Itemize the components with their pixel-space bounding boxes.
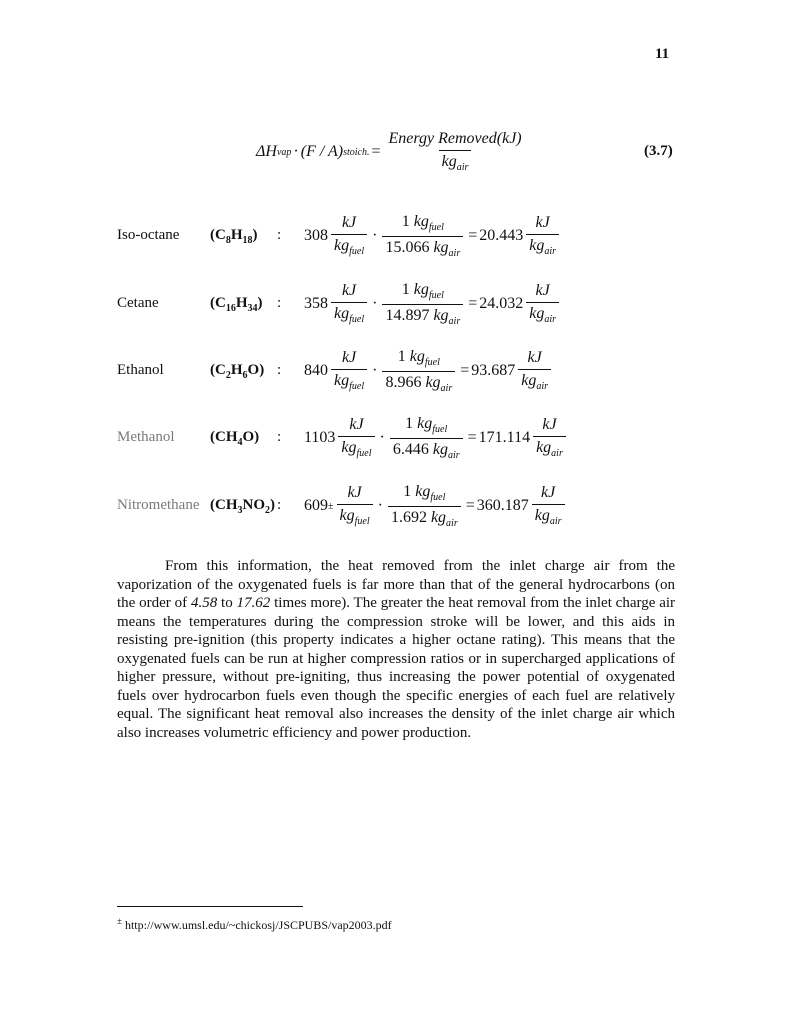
fuel-name: Iso-octane bbox=[117, 227, 180, 243]
energy-removed-numerator: Energy Removed(kJ) bbox=[388, 130, 522, 148]
unit-kj: kJ bbox=[341, 214, 357, 232]
fuel-formula-text: $C_2H_6O$ bbox=[215, 362, 260, 381]
vaporization-heat: 609 bbox=[304, 497, 328, 514]
unit-kg: kg bbox=[341, 439, 357, 457]
main-equation: ΔH vap · (F / A) stoich. = $\frac{\text{Energy Removed(kJ)}}{kg_{air}}$ bbox=[256, 128, 528, 176]
fuel-formula-text: $C_8H_{18}$ bbox=[215, 227, 253, 246]
unit-kg: kg bbox=[334, 305, 350, 323]
unit-kj: kJ bbox=[542, 416, 557, 434]
kj-per-kg-air-fraction bbox=[526, 282, 559, 325]
paragraph-part-1: From this information, the heat removed from the inlet charge air from the vaporization of the oxygenated fuels is far more than that of the general hydrocarbons (on the order of bbox=[117, 558, 675, 611]
unit-kj: kJ bbox=[527, 349, 542, 367]
unit-air-sub: air bbox=[448, 315, 461, 327]
fuel-colon: : bbox=[277, 227, 282, 243]
unit-fuel-sub: fuel bbox=[432, 424, 448, 436]
delta-h-subscript: vap bbox=[276, 146, 292, 158]
air-fuel-ratio: 15.066 bbox=[385, 238, 430, 256]
ratio-high: 17.62 bbox=[236, 595, 271, 611]
fuel-colon: : bbox=[277, 429, 282, 445]
fuel-formula-text: $CH_4O$ bbox=[215, 429, 255, 448]
fuel-air-fraction bbox=[382, 348, 455, 393]
unit-air-sub: air bbox=[447, 449, 460, 461]
fuel-colon: : bbox=[277, 295, 282, 311]
fuel-expression: 358 $\frac{kJ}{kg_{fuel}}$ · $\frac{1 kg_{fuel}}{14.897 kg_{air}}$ = 24.032 $\frac{kJ}{kg_{air}}$ bbox=[304, 280, 562, 328]
unit-one: 1 bbox=[397, 348, 406, 366]
unit-kg: kg bbox=[425, 373, 441, 391]
fuel-colon: : bbox=[277, 497, 282, 513]
fuel-expression: 609 ± $\frac{kJ}{kg_{fuel}}$ · $\frac{1 kg_{fuel}}{1.692 kg_{air}}$ = 360.187 $\frac{kJ}{kg_{air}}$ bbox=[304, 482, 568, 530]
unit-one: 1 bbox=[401, 281, 410, 299]
paragraph-part-2: to bbox=[217, 595, 237, 611]
fuel-formula-text: $CH_3NO_2$ bbox=[215, 497, 270, 516]
energy-removed-denominator: kg bbox=[441, 153, 457, 171]
energy-removed-denominator-sub: air bbox=[456, 162, 469, 174]
unit-air-sub: air bbox=[544, 314, 557, 326]
fuel-row bbox=[117, 280, 677, 328]
energy-removed-fraction bbox=[386, 130, 525, 173]
unit-kj: kJ bbox=[347, 484, 362, 502]
unit-fuel-sub: fuel bbox=[428, 290, 444, 302]
unit-kg: kg bbox=[413, 213, 429, 231]
fuel-air-fraction bbox=[382, 281, 463, 326]
unit-kg: kg bbox=[430, 508, 447, 526]
air-fuel-ratio: 1.692 bbox=[390, 508, 427, 526]
unit-kg: kg bbox=[334, 237, 350, 255]
vaporization-heat: 1103 bbox=[304, 429, 336, 446]
unit-air-sub: air bbox=[549, 516, 562, 528]
unit-one: 1 bbox=[401, 213, 410, 231]
unit-fuel-sub: fuel bbox=[424, 357, 440, 369]
unit-air-sub: air bbox=[544, 246, 557, 258]
vaporization-heat: 840 bbox=[304, 362, 328, 379]
fuel-air-fraction bbox=[382, 213, 463, 258]
fuel-name: Nitromethane bbox=[117, 497, 200, 513]
unit-kj: kJ bbox=[341, 349, 357, 367]
fuel-formula: $(C_2H_6O)$ bbox=[210, 362, 265, 381]
unit-kg: kg bbox=[409, 348, 425, 366]
kj-per-kg-fuel-fraction bbox=[331, 349, 367, 392]
air-fuel-ratio: 8.966 bbox=[385, 373, 422, 391]
unit-air-sub: air bbox=[446, 517, 458, 529]
unit-fuel-sub: fuel bbox=[356, 448, 372, 460]
unit-kg: kg bbox=[413, 281, 429, 299]
fuel-expression: 840 $\frac{kJ}{kg_{fuel}}$ · $\frac{1 kg_{fuel}}{8.966 kg_{air}}$ = 93.687 $\frac{kJ}{kg_{air}}$ bbox=[304, 347, 554, 395]
unit-kg: kg bbox=[334, 372, 350, 390]
fuel-air-ratio-subscript: stoich. bbox=[343, 146, 370, 158]
fuel-row bbox=[117, 347, 677, 395]
unit-fuel-sub: fuel bbox=[428, 222, 444, 234]
heat-removed-result: 20.443 bbox=[479, 227, 524, 244]
equation-label: (3.7) bbox=[644, 143, 673, 159]
kj-per-kg-fuel-fraction bbox=[331, 282, 367, 325]
unit-kj: kJ bbox=[535, 282, 550, 300]
kj-per-kg-fuel-fraction bbox=[331, 214, 367, 257]
unit-fuel-sub: fuel bbox=[430, 492, 446, 504]
fuel-formula: $(CH_4O)$ bbox=[210, 429, 260, 448]
kj-per-kg-air-fraction bbox=[533, 416, 566, 459]
kj-per-kg-air-fraction bbox=[526, 214, 559, 257]
paragraph-part-4: are relatively equal. The significant heat removal also increases the density of the inlet charge air which also increases volumetric efficiency and power production. bbox=[117, 687, 675, 741]
paragraph-part-3: times more). The greater the heat removal from the inlet charge air means the temperatures during the compression stroke will be lower, and this aids in resisting pre-ignition (this property indicates a higher octane rating). This means that the oxygenated fuels can be run at higher compression ratios or in supercharged applications of higher pressure, without pre-igniting, thus increasing the power potential of oxygenated fuels over hydrocarbon fuels even though the specific energies of each fuel bbox=[117, 595, 676, 704]
fuel-row bbox=[117, 212, 677, 260]
unit-fuel-sub: fuel bbox=[354, 516, 370, 528]
unit-air-sub: air bbox=[448, 247, 461, 259]
heat-removed-result: 93.687 bbox=[471, 362, 516, 379]
fuel-expression: 308 $\frac{kJ}{kg_{fuel}}$ · $\frac{1 kg_{fuel}}{15.066 kg_{air}}$ = 20.443 $\frac{kJ}{kg_{air}}$ bbox=[304, 212, 562, 260]
fuel-formula: $(CH_3NO_2)$ bbox=[210, 497, 275, 516]
unit-kg: kg bbox=[534, 507, 550, 525]
unit-fuel-sub: fuel bbox=[349, 246, 365, 258]
fuel-row bbox=[117, 482, 677, 530]
air-fuel-ratio: 6.446 bbox=[392, 440, 429, 458]
fuel-row bbox=[117, 414, 677, 462]
fuel-formula: $(C_{16}H_{34})$ bbox=[210, 295, 263, 314]
fuel-air-fraction bbox=[390, 415, 463, 460]
unit-kg: kg bbox=[339, 507, 355, 525]
vaporization-heat: 308 bbox=[304, 227, 328, 244]
unit-air-sub: air bbox=[440, 382, 453, 394]
page-number: 11 bbox=[655, 46, 670, 62]
unit-one: 1 bbox=[403, 483, 412, 501]
delta-h-symbol: ΔH bbox=[256, 143, 277, 160]
unit-kg: kg bbox=[415, 483, 431, 501]
footnote-link[interactable]: http://www.umsl.edu/~chickosj/JSCPUBS/vap2003.pdf bbox=[124, 918, 392, 932]
body-paragraph bbox=[117, 557, 675, 742]
fuel-name: Cetane bbox=[117, 295, 159, 311]
heat-footnote-mark: ± bbox=[328, 500, 334, 512]
unit-fuel-sub: fuel bbox=[349, 314, 365, 326]
unit-kg: kg bbox=[529, 305, 545, 323]
fuel-formula: $(C_8H_{18})$ bbox=[210, 227, 258, 246]
fuel-formula-text: $C_{16}H_{34}$ bbox=[215, 295, 258, 314]
unit-kj: kJ bbox=[349, 416, 364, 434]
unit-air-sub: air bbox=[536, 381, 549, 393]
fuel-colon: : bbox=[277, 362, 282, 378]
ratio-low: 4.58 bbox=[190, 595, 218, 611]
unit-air-sub: air bbox=[551, 448, 563, 460]
unit-kg: kg bbox=[529, 237, 545, 255]
kj-per-kg-fuel-fraction bbox=[337, 484, 373, 527]
footnote-divider bbox=[117, 906, 303, 907]
unit-kg: kg bbox=[433, 238, 449, 256]
fuel-expression: 1103 $\frac{kJ}{kg_{fuel}}$ · $\frac{1 kg_{fuel}}{6.446 kg_{air}}$ = 171.114 $\frac{kJ}{kg_{air}}$ bbox=[304, 414, 569, 462]
fuel-name: Ethanol bbox=[117, 362, 164, 378]
vaporization-heat: 358 bbox=[304, 295, 328, 312]
heat-removed-result: 171.114 bbox=[478, 429, 531, 446]
heat-removed-result: 24.032 bbox=[479, 295, 524, 312]
fuel-name: Methanol bbox=[117, 429, 175, 445]
unit-kg: kg bbox=[521, 372, 537, 390]
kj-per-kg-fuel-fraction bbox=[338, 416, 374, 459]
heat-removed-result: 360.187 bbox=[476, 497, 529, 514]
kj-per-kg-air-fraction bbox=[532, 484, 565, 527]
kj-per-kg-air-fraction bbox=[518, 349, 551, 392]
unit-one: 1 bbox=[405, 415, 414, 433]
unit-kj: kJ bbox=[541, 484, 556, 502]
unit-kj: kJ bbox=[535, 214, 550, 232]
footnote bbox=[117, 916, 392, 933]
air-fuel-ratio: 14.897 bbox=[385, 306, 430, 324]
unit-kg: kg bbox=[432, 440, 448, 458]
fuel-air-ratio: (F / A) bbox=[300, 143, 344, 160]
unit-kj: kJ bbox=[341, 282, 357, 300]
unit-kg: kg bbox=[536, 439, 552, 457]
unit-kg: kg bbox=[433, 306, 449, 324]
fuel-air-fraction bbox=[388, 483, 461, 528]
unit-fuel-sub: fuel bbox=[349, 381, 365, 393]
unit-kg: kg bbox=[417, 415, 433, 433]
footnote-mark: ± bbox=[117, 916, 122, 926]
